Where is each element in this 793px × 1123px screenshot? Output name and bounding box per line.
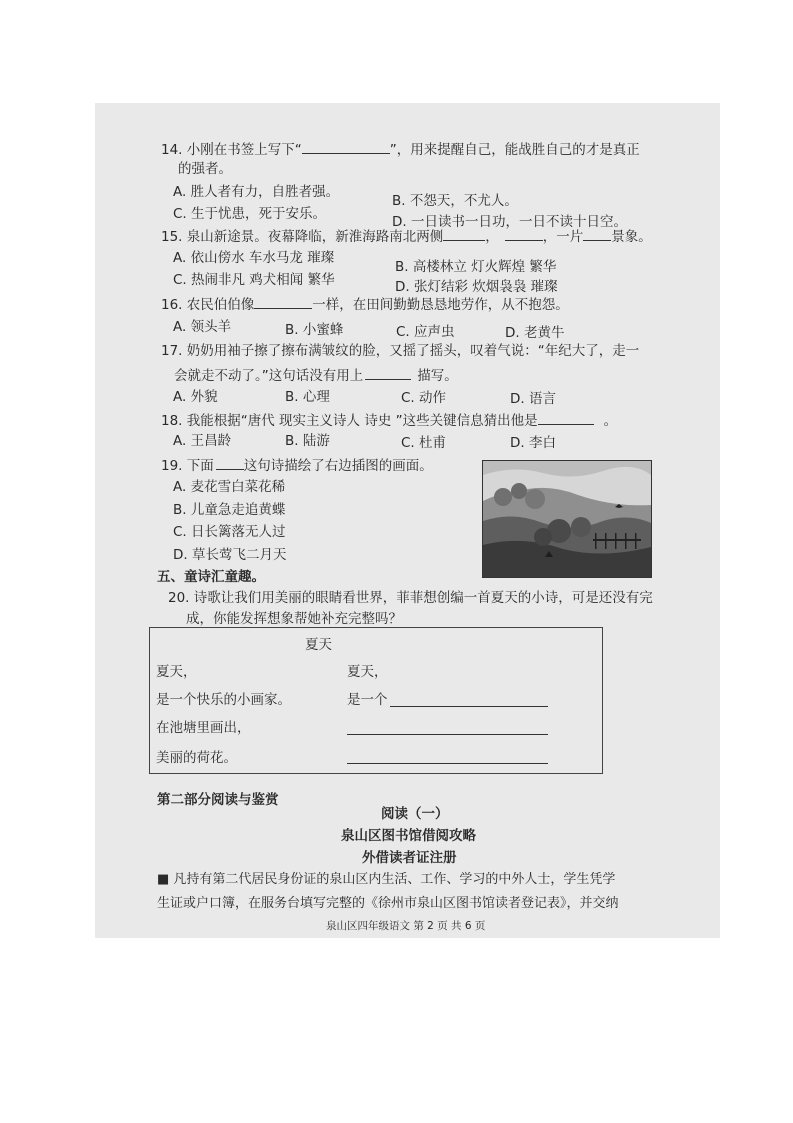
exam-page [95,103,720,938]
poem-right-line: 夏天， [347,664,388,680]
reading-title: 阅读（一） [381,806,449,822]
q15-stem-part: 15. 泉山新途景。夜幕降临，新淮海路南北两侧 [161,229,444,245]
q17-stem-part: 会就走不动了。”这句话没有用上 [174,368,364,384]
section-5-heading: 五、童诗汇童趣。 [157,569,265,585]
poem-left-line: 美丽的荷花。 [156,750,237,766]
reading-paragraph-line: 生证或户口簿，在服务台填写完整的《徐州市泉山区图书馆读者登记表》，并交纳 [157,896,619,911]
q17-option-b[interactable]: B. 心理 [285,389,330,405]
reading-heading: 外借读者证注册 [362,850,457,866]
q20-stem-cont: 成，你能发挥想象帮她补充完整吗？ [186,611,402,627]
poem-right-line: 是一个 [347,692,388,708]
q14-stem-part: 14. 小刚在书签上写下“ [161,142,302,158]
q18-option-d[interactable]: D. 李白 [510,435,556,451]
q15-option-d[interactable]: D. 张灯结彩 炊烟袅袅 璀璨 [395,279,558,295]
poem-answer-line-3[interactable] [347,763,548,764]
q19-illustration [482,460,652,578]
q14-option-a[interactable]: A. 胜人者有力，自胜者强。 [173,184,340,200]
q20-stem: 20. 诗歌让我们用美丽的眼睛看世界，菲菲想创编一首夏天的小诗，可是还没有完 [168,590,653,606]
q17-stem-part: 描写。 [417,368,458,384]
q15-option-a[interactable]: A. 依山傍水 车水马龙 璀璨 [173,250,335,266]
poem-left-line: 在池塘里画出， [156,720,251,736]
q17-blank[interactable] [365,365,411,380]
q17-option-a[interactable]: A. 外貌 [173,389,218,405]
q18-blank[interactable] [538,410,594,425]
q18-option-b[interactable]: B. 陆游 [285,433,330,449]
q14-option-b[interactable]: B. 不怨天，不尤人。 [392,193,518,209]
q14-blank[interactable] [302,139,390,154]
poem-answer-line-1[interactable] [390,706,548,707]
q14-stem [161,139,640,159]
landscape-illustration [483,461,651,577]
part-2-heading: 第二部分阅读与鉴赏 [157,792,279,808]
q18-stem [161,410,617,430]
q15-blank-1[interactable] [443,226,485,241]
q17-stem-cont [174,365,458,385]
q16-option-d[interactable]: D. 老黄牛 [505,325,565,341]
q19-stem-part: 这句诗描绘了右边插图的画面。 [243,458,433,474]
q19-stem-part: 19. 下面 [161,458,214,474]
poem-title: 夏天 [305,637,332,653]
q19-option-a[interactable]: A. 麦花雪白菜花稀 [173,479,286,495]
reading-subtitle: 泉山区图书馆借阅攻略 [341,828,476,844]
q14-stem-cont: 的强者。 [178,161,232,177]
q14-option-d[interactable]: D. 一日读书一日功，一日不读十日空。 [392,214,627,230]
q18-option-c[interactable]: C. 杜甫 [401,435,447,451]
q14-stem-part: ”，用来提醒自己，能战胜自己的才是真正 [389,142,640,158]
q16-option-b[interactable]: B. 小蜜蜂 [285,322,344,338]
q17-option-c[interactable]: C. 动作 [401,390,447,406]
q17-stem: 17. 奶奶用袖子擦了擦布满皱纹的脸，又摇了摇头，叹着气说：“年纪大了，走一 [161,343,640,359]
poem-box [149,627,603,774]
q16-stem-part: 16. 农民伯伯像 [161,297,255,313]
q19-option-d[interactable]: D. 草长莺飞二月天 [173,547,287,563]
q17-option-d[interactable]: D. 语言 [510,391,556,407]
q19-stem [161,455,433,475]
q16-option-a[interactable]: A. 领头羊 [173,319,232,335]
poem-answer-line-2[interactable] [347,734,548,735]
q15-stem-part: ，一片 [542,229,584,245]
q19-option-b[interactable]: B. 儿童急走追黄蝶 [173,502,286,518]
q19-option-c[interactable]: C. 日长篱落无人过 [173,524,286,540]
q15-stem-part: ， [485,229,499,245]
q16-option-c[interactable]: C. 应声虫 [396,324,455,340]
q15-option-c[interactable]: C. 热闹非凡 鸡犬相闻 繁华 [173,272,335,288]
page-footer: 泉山区四年级语文 第 2 页 共 6 页 [326,920,486,932]
q15-stem-part: 景象。 [611,229,652,245]
q15-stem [161,226,652,246]
poem-left-line: 是一个快乐的小画家。 [156,692,291,708]
q16-stem-part: 一样，在田间勤勤恳恳地劳作，从不抱怨。 [312,297,569,313]
q16-stem [161,294,569,314]
q18-stem-part: 。 [603,413,618,429]
q18-option-a[interactable]: A. 王昌龄 [173,433,232,449]
q14-option-c[interactable]: C. 生于忧患，死于安乐。 [173,206,327,222]
q15-blank-2[interactable] [505,226,543,241]
q15-option-b[interactable]: B. 高楼林立 灯火辉煌 繁华 [395,259,557,275]
q16-blank[interactable] [254,294,312,309]
reading-paragraph-line: ■ 凡持有第二代居民身份证的泉山区内生活、工作、学习的中外人士，学生凭学 [157,872,616,887]
q15-blank-3[interactable] [583,226,611,241]
poem-left-line: 夏天， [156,664,197,680]
q19-blank[interactable] [216,455,244,470]
q18-stem-part: 18. 我能根据“唐代 现实主义诗人 诗史 ”这些关键信息猜出他是 [161,413,538,429]
